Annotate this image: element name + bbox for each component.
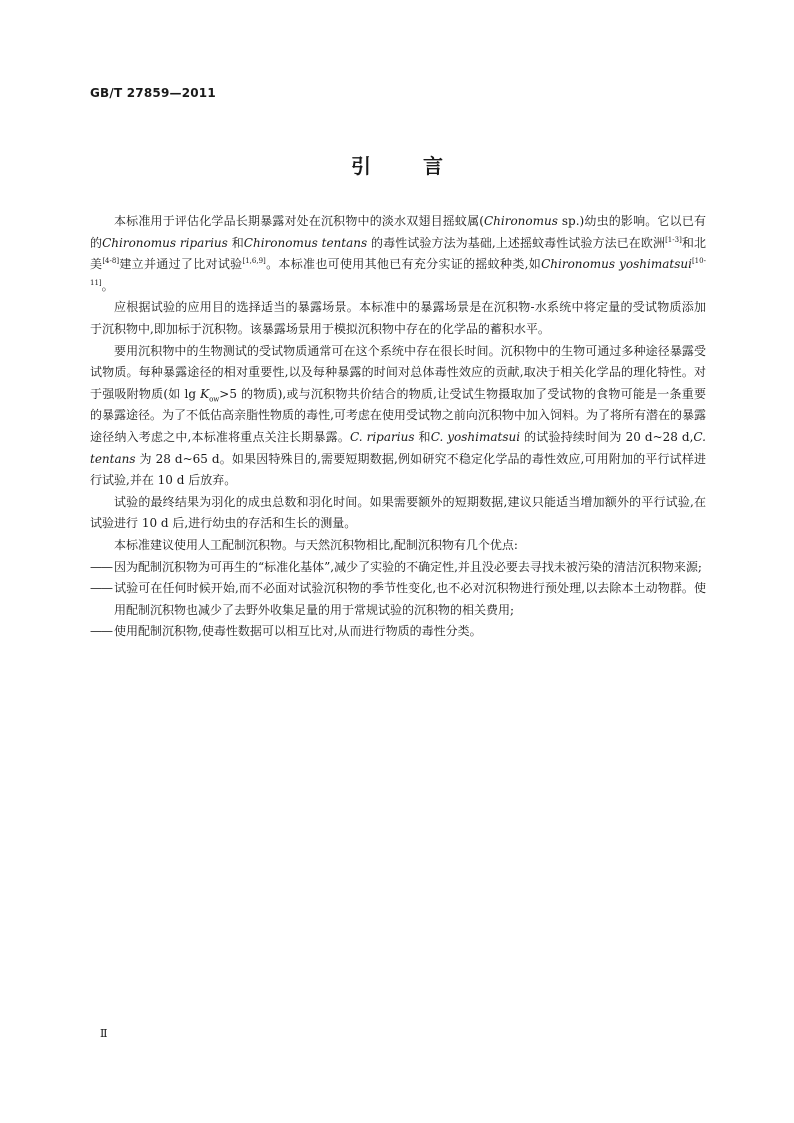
dash-marker: —— [90,559,112,574]
species-name: Chironomus [483,214,558,228]
standard-code: GB/T 27859—2011 [90,86,216,100]
formula-subscript: ow [209,395,220,404]
citation: [10-11] [90,257,706,287]
paragraph-3 [90,341,706,492]
formula-symbol: K [200,386,210,401]
species-name: C. yoshimatsui [430,429,521,444]
list-item-2 [90,578,706,621]
paragraph-4 [90,492,706,535]
page-number: Ⅱ [100,1027,108,1040]
title-char-2: 言 [423,154,443,178]
species-name: C. tentans [90,429,706,466]
species-name: Chironomus riparius [102,235,228,250]
paragraph-2 [90,297,706,340]
text-run: sp.)幼虫的影响。它以已有的 [90,214,706,250]
text-run: 本标准用于评估化学品长期暴露对处在沉积物中的淡水双翅目摇蚊属( [114,214,484,228]
species-name: Chironomus tentans [243,235,368,250]
citation: [1,6,9] [242,257,266,266]
species-name: Chironomus yoshimatsui [541,257,692,272]
list-item-3 [90,621,706,643]
citation: [4-8] [102,257,120,266]
text-run: 要用沉积物中的生物测试的受试物质通常可在这个系统中存在很长时间。沉积物中的生物可通过多种途径暴露受试物质。每种暴露途径的相对重要性,以及每种暴露的时间对总体毒性效应的贡献,取决于相关化学品的理化特性。对于强吸附物质(如 lg [90,343,706,401]
dash-marker: —— [90,624,112,639]
text-run: 和北美 [90,235,706,272]
text-run: 。 [101,278,114,293]
title-char-1: 引 [351,154,371,178]
text-run: >5 的物质),或与沉积物共价结合的物质,让受试生物摄取加了受试物的食物可能是一条重要的暴露途径。为了不低估高亲脂性物质的毒性,可考虑在使用受试物之前向沉积物中加入饲料。为了将所有潜在的暴露途径纳入考虑之中,本标准将重点关注长期暴露。 [90,386,706,444]
document-body [90,211,706,643]
paragraph-5 [90,535,706,557]
citation: [1-3] [665,235,682,244]
text-run: 试验的最终结果为羽化的成虫总数和羽化时间。如果需要额外的短期数据,建议只能适当增加额外的平行试验,在试验进行 10 d 后,进行幼虫的存活和生长的测量。 [90,494,706,531]
list-item-text: 因为配制沉积物为可再生的“标准化基体”,减少了实验的不确定性,并且没必要去寻找未被污染的清洁沉积物来源; [114,559,702,574]
text-run: 应根据试验的应用目的选择适当的暴露场景。本标准中的暴露场景是在沉积物-水系统中将定量的受试物质添加于沉积物中,即加标于沉积物。该暴露场景用于模拟沉积物中存在的化学品的蓄积水平。 [90,300,706,336]
text-run: 和 [227,235,244,250]
paragraph-1 [90,211,706,297]
text-run: 的试验持续时间为 20 d~28 d, [520,429,694,444]
page-title [0,150,794,179]
text-run: 和 [414,429,431,444]
text-run: 为 28 d~65 d。如果因特殊目的,需要短期数据,例如研究不稳定化学品的毒性效应,可用附加的平行试样进行试验,并在 10 d 后放弃。 [90,451,706,488]
text-run: 本标准建议使用人工配制沉积物。与天然沉积物相比,配制沉积物有几个优点: [114,537,518,552]
species-name: C. riparius [350,429,415,444]
list-item-text: 使用配制沉积物,使毒性数据可以相互比对,从而进行物质的毒性分类。 [114,624,482,639]
text-run: 的毒性试验方法为基础,上述摇蚊毒性试验方法已在欧洲 [367,235,666,250]
text-run: 建立并通过了比对试验 [119,257,243,272]
list-item-1 [90,557,706,579]
text-run: 。本标准也可使用其他已有充分实证的摇蚊种类,如 [265,257,542,272]
list-item-text: 试验可在任何时候开始,而不必面对试验沉积物的季节性变化,也不必对沉积物进行预处理,以去除本土动物群。使用配制沉积物也减少了去野外收集足量的用于常规试验的沉积物的相关费用; [114,581,706,617]
dash-marker: —— [90,581,112,596]
